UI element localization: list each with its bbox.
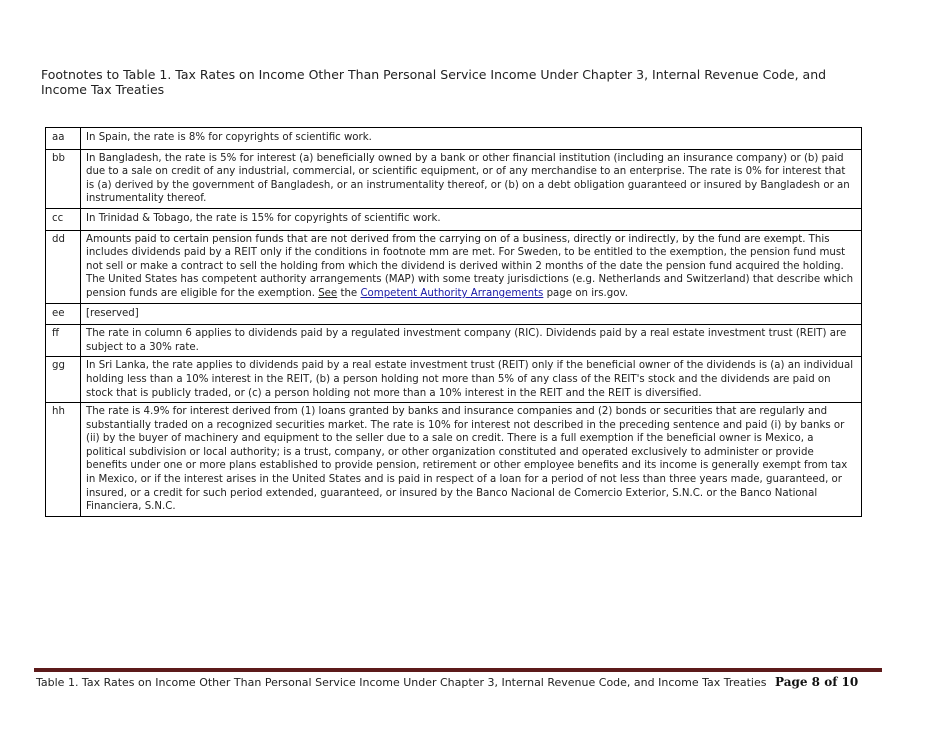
table-row: [46, 149, 862, 208]
footnote-text-body: Amounts paid to certain pension funds that are not derived from the carrying on of a business, directly or indirectly, by the fund are exempt. This includes dividends paid by a REIT only if the conditions in footnote mm are met. For Sweden, to be entitled to the exemption, the pension fund must not sell or make a contract to sell the holding from which the dividend is derived within 2 months of the date the pension fund acquired the holding. The United States has competent authority arrangements (MAP) with some treaty jurisdictions (e.g. Netherlands and Switzerland) that describe which pension funds are eligible for the exemption.: [86, 233, 854, 299]
page-number: Page 8 of 10: [775, 675, 859, 689]
table-row: [46, 403, 862, 517]
footnote-text: In Trinidad & Tobago, the rate is 15% for copyrights of scientific work.: [81, 208, 862, 230]
footnote-key: cc: [46, 208, 81, 230]
table-row: [46, 208, 862, 230]
footnote-text: [reserved]: [81, 303, 862, 325]
footnote-key: ee: [46, 303, 81, 325]
the-word: the: [340, 287, 358, 299]
table-row: [46, 325, 862, 357]
table-row: [46, 357, 862, 403]
footnote-key: bb: [46, 149, 81, 208]
footnote-key: hh: [46, 403, 81, 517]
footnote-key: dd: [46, 230, 81, 303]
footnote-text: In Spain, the rate is 8% for copyrights of scientific work.: [81, 128, 862, 150]
table-row: [46, 128, 862, 150]
footnote-text: In Sri Lanka, the rate applies to dividends paid by a real estate investment trust (REIT) only if the beneficial owner of the dividends is (a) an individual holding less than a 10% interest in the REIT, (b) a person holding not more than 5% of any class of the REIT's stock and the dividends are paid on stock that is publicly traded, or (c) a person holding not more than a 10% interest in the REIT and the REIT is diversified.: [81, 357, 862, 403]
footnote-text: The rate is 4.9% for interest derived from (1) loans granted by banks and insurance companies and (2) bonds or securities that are regularly and substantially traded on a recognized securities market. The rate is 10% for interest not described in the preceding sentence and paid (i) by banks or (ii) by the buyer of machinery and equipment to the seller due to a sale on credit. There is a full exemption if the beneficial owner is Mexico, a political subdivision or local authority; is a trust, company, or other organization constituted and operated exclusively to administer or provide benefits under one or more plans established to provide pension, retirement or other employee benefits and its income is generally exempt from tax in Mexico, or if the interest arises in the United States and is paid in respect of a loan for a period of not less than three years made, guaranteed, or insured, or a credit for such period extended, guaranteed, or insured by the Banco Nacional de Comercio Exterior, S.N.C. or the Banco National Financiera, S.N.C.: [81, 403, 862, 517]
footer-title: Table 1. Tax Rates on Income Other Than Personal Service Income Under Chapter 3, Internal Revenue Code, and Income Tax Treaties: [36, 676, 767, 689]
table-row: [46, 230, 862, 303]
footnote-text: [81, 230, 862, 303]
footnote-key: aa: [46, 128, 81, 150]
footnotes-table: [45, 127, 862, 517]
footnote-text: In Bangladesh, the rate is 5% for interest (a) beneficially owned by a bank or other financial institution (including an insurance company) or (b) paid due to a sale on credit of any industrial, commercial, or scientific equipment, or of any merchandise to an enterprise. The rate is 0% for interest that is (a) derived by the government of Bangladesh, or an instrumentality thereof, or (b) on a debt obligation guaranteed or insured by Bangladesh or an instrumentality thereof.: [81, 149, 862, 208]
table-row: [46, 303, 862, 325]
see-label: See: [318, 287, 338, 299]
link-suffix: page on irs.gov.: [546, 287, 628, 299]
footnote-text: The rate in column 6 applies to dividends paid by a regulated investment company (RIC). Dividends paid by a real estate investment trust (REIT) are subject to a 30% rate.: [81, 325, 862, 357]
footnote-key: gg: [46, 357, 81, 403]
footnote-key: ff: [46, 325, 81, 357]
page-title: Footnotes to Table 1. Tax Rates on Income Other Than Personal Service Income Under Chapter 3, Internal Revenue Code, and Income Tax Treaties: [41, 67, 827, 97]
footer-divider: [34, 668, 882, 672]
competent-authority-link[interactable]: Competent Authority Arrangements: [360, 287, 544, 299]
